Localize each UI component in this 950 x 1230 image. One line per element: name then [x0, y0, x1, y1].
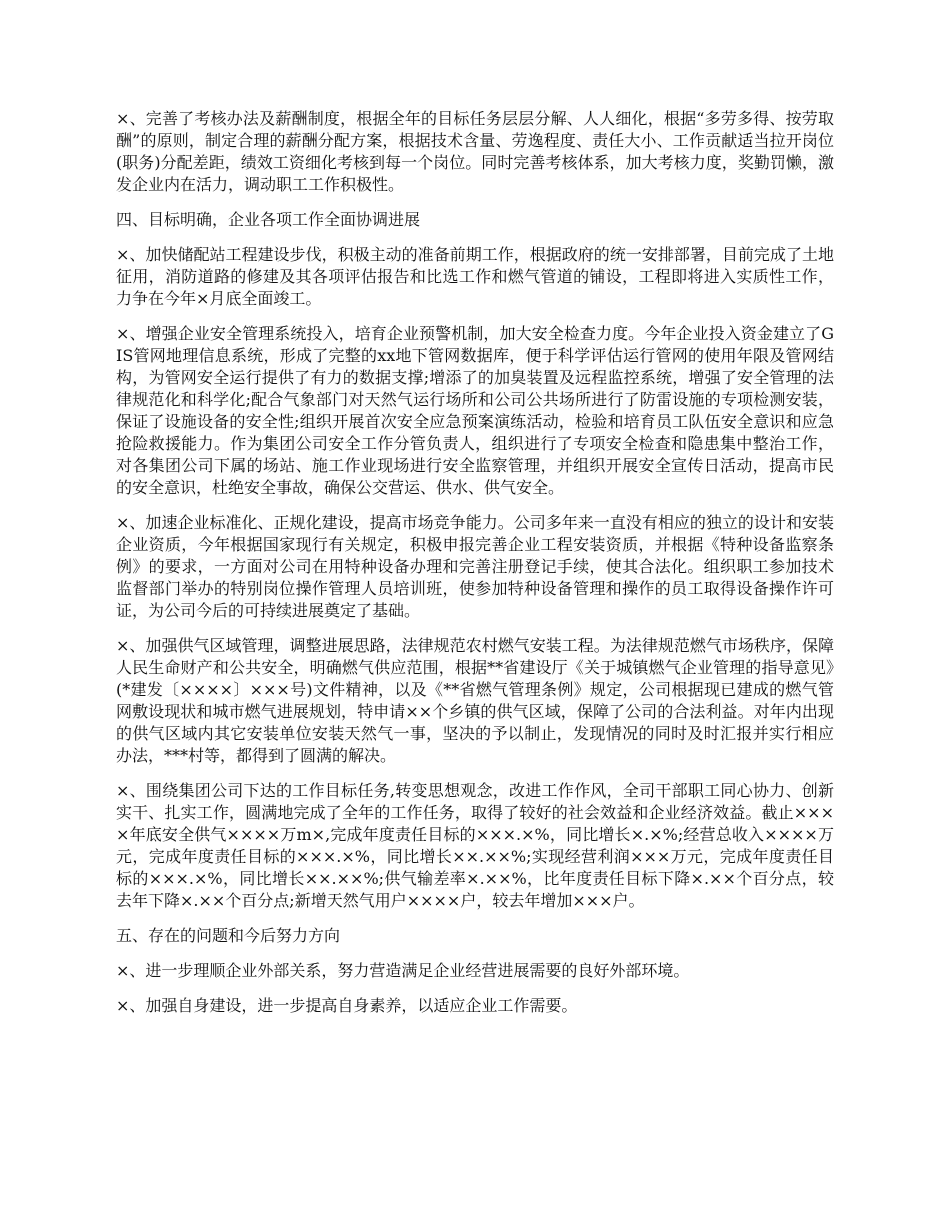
paragraph-salary-system: ×、完善了考核办法及薪酬制度，根据全年的目标任务层层分解、人人细化，根据“多劳多得、按劳取酬”的原则，制定合理的薪酬分配方案，根据技术含量、劳逸程度、责任大小、工作贡献适当拉开岗位(职务)分配差距，绩效工资细化考核到每一个岗位。同时完善考核体系，加大考核力度，奖勤罚懒，激发企业内在活力，调动职工工作积极性。	[116, 109, 834, 194]
paragraph-standardization: ×、加速企业标准化、正规化建设，提高市场竞争能力。公司多年来一直没有相应的独立的设计和安装企业资质，今年根据国家现行有关规定，积极申报完善企业工程安装资质，并根据《特种设备监察条例》的要求，一方面对公司在用特种设备办理和完善注册登记手续，使其合法化。组织职工参加技术监督部门举办的特别岗位操作管理人员培训班，使参加特种设备管理和操作的员工取得设备操作许可证，为公司今后的可持续进展奠定了基础。	[116, 513, 834, 620]
paragraph-storage-station: ×、加快储配站工程建设步伐，积极主动的准备前期工作，根据政府的统一安排部署，目前完成了土地征用，消防道路的修建及其各项评估报告和比选工作和燃气管道的铺设，工程即将进入实质性工作，力争在今年×月底全面竣工。	[116, 245, 834, 308]
paragraph-safety-management: ×、增强企业安全管理系统投入，培育企业预警机制，加大安全检查力度。今年企业投入资金建立了GIS管网地理信息系统，形成了完整的xx地下管网数据库，便于科学评估运行管网的使用年限及管网结构，为管网安全运行提供了有力的数据支撑;增添了的加臭装置及远程监控系统，增强了安全管理的法律规范化和科学化;配合气象部门对天然气运行场所和公司公共场所进行了防雷设施的专项检测安装，保证了设施设备的安全性;组织开展首次安全应急预案演练活动，检验和培育员工队伍安全意识和应急抢险救援能力。作为集团公司安全工作分管负责人，组织进行了专项安全检查和隐患集中整治工作，对各集团公司下属的场站、施工作业现场进行安全监察管理，并组织开展安全宣传日活动，提高市民的安全意识，杜绝安全事故，确保公交营运、供水、供气安全。	[116, 324, 834, 497]
paragraph-supply-area: ×、加强供气区域管理，调整进展思路，法律规范农村燃气安装工程。为法律规范燃气市场秩序，保障人民生命财产和公共安全，明确燃气供应范围，根据**省建设厅《关于城镇燃气企业管理的指导意见》(*建发〔××××〕×××号)文件精神，以及《**省燃气管理条例》规定，公司根据现已建成的燃气管网敷设现状和城市燃气进展规划，特申请××个乡镇的供气区域，保障了公司的合法利益。对年内出现的供气区域内其它安装单位安装天然气一事，坚决的予以制止，发现情况的同时及时汇报并实行相应办法，***村等，都得到了圆满的解决。	[116, 636, 834, 765]
document-body	[116, 108, 834, 1030]
section-heading-five: 五、存在的问题和今后努力方向	[116, 926, 341, 945]
section-heading-four: 四、目标明确，企业各项工作全面协调进展	[116, 210, 421, 229]
paragraph-external-relations: ×、进一步理顺企业外部关系，努力营造满足企业经营进展需要的良好外部环境。	[116, 961, 690, 980]
paragraph-annual-targets: ×、围绕集团公司下达的工作目标任务,转变思想观念，改进工作作风，全司干部职工同心协力、创新实干、扎实工作，圆满地完成了全年的工作任务，取得了较好的社会效益和企业经济效益。截止××××年底安全供气××××万m×,完成年度责任目标的×××.×%，同比增长×.×%;经营总收入××××万元，完成年度责任目标的×××.×%，同比增长××.××%;实现经营利润×××万元，完成年度责任目标的×××.×%，同比增长××.××%;供气输差率×.××%，比年度责任目标下降×.××个百分点，较去年下降×.××个百分点;新增天然气用户××××户，较去年增加×××户。	[116, 781, 834, 910]
paragraph-self-improvement: ×、加强自身建设，进一步提高自身素养，以适应企业工作需要。	[116, 996, 578, 1015]
